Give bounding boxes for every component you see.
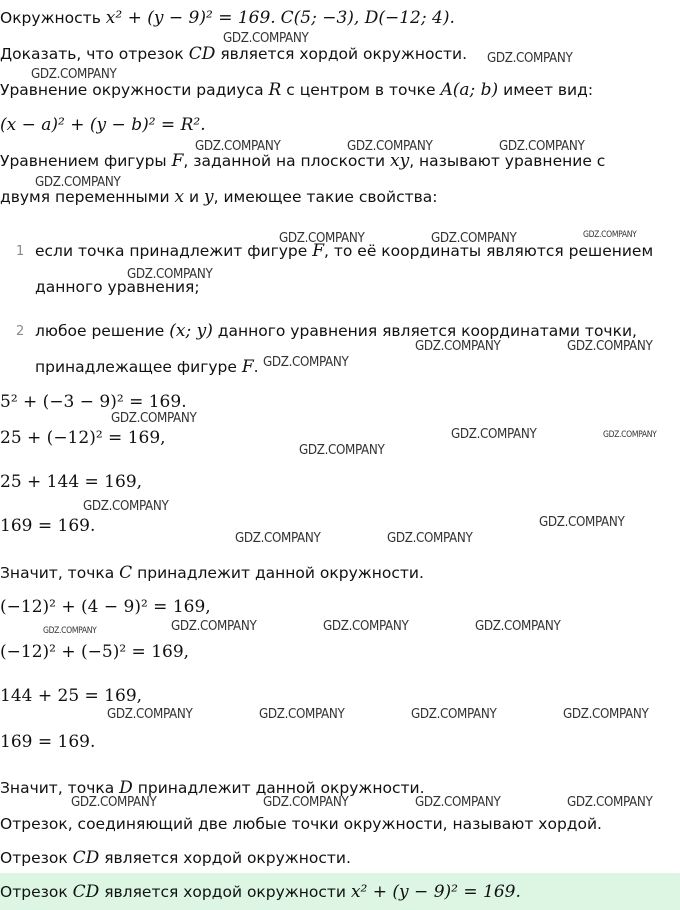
problem-statement: Окружность x² + (y − 9)² = 169. C(5; −3), D(−12; 4). bbox=[0, 8, 455, 28]
watermark: GDZ.COMPANY bbox=[263, 795, 349, 810]
watermark: GDZ.COMPANY bbox=[235, 531, 321, 546]
watermark: GDZ.COMPANY bbox=[223, 31, 309, 46]
watermark: GDZ.COMPANY bbox=[475, 619, 561, 634]
watermark: GDZ.COMPANY bbox=[171, 619, 257, 634]
calc-line: 169 = 169. bbox=[0, 516, 96, 536]
watermark: GDZ.COMPANY bbox=[431, 231, 517, 246]
calc-line: 25 + (−12)² = 169, bbox=[0, 428, 166, 448]
watermark: GDZ.COMPANY bbox=[35, 175, 121, 190]
watermark: GDZ.COMPANY bbox=[415, 795, 501, 810]
watermark: GDZ.COMPANY bbox=[195, 139, 281, 154]
watermark: GDZ.COMPANY bbox=[127, 267, 213, 282]
list-number: 2 bbox=[16, 324, 25, 339]
watermark: GDZ.COMPANY bbox=[603, 430, 657, 440]
watermark: GDZ.COMPANY bbox=[259, 707, 345, 722]
watermark: GDZ.COMPANY bbox=[83, 499, 169, 514]
conclusion-point-c: Значит, точка C принадлежит данной окружности. bbox=[0, 563, 424, 583]
watermark: GDZ.COMPANY bbox=[499, 139, 585, 154]
watermark: GDZ.COMPANY bbox=[31, 67, 117, 82]
watermark: GDZ.COMPANY bbox=[279, 231, 365, 246]
watermark: GDZ.COMPANY bbox=[387, 531, 473, 546]
theory-line: Уравнение окружности радиуса R с центром в точке A(a; b) имеет вид: bbox=[0, 80, 594, 100]
watermark: GDZ.COMPANY bbox=[487, 51, 573, 66]
watermark: GDZ.COMPANY bbox=[567, 795, 653, 810]
watermark: GDZ.COMPANY bbox=[323, 619, 409, 634]
chord-definition: Отрезок, соединяющий две любые точки окружности, называют хордой. bbox=[0, 815, 602, 833]
calc-line: (−12)² + (4 − 9)² = 169, bbox=[0, 597, 211, 617]
list-item: если точка принадлежит фигуре F, то её координаты являются решением bbox=[35, 241, 654, 261]
chord-statement: Отрезок CD является хордой окружности. bbox=[0, 848, 351, 868]
calc-line: (−12)² + (−5)² = 169, bbox=[0, 642, 190, 662]
watermark: GDZ.COMPANY bbox=[43, 626, 97, 636]
watermark: GDZ.COMPANY bbox=[415, 339, 501, 354]
list-item-continued: принадлежащее фигуре F. bbox=[35, 357, 259, 377]
watermark: GDZ.COMPANY bbox=[539, 515, 625, 530]
watermark: GDZ.COMPANY bbox=[107, 707, 193, 722]
list-item: любое решение (x; y) данного уравнения является координатами точки, bbox=[35, 321, 637, 341]
list-item-continued: данного уравнения; bbox=[35, 278, 200, 296]
watermark: GDZ.COMPANY bbox=[583, 230, 637, 240]
watermark: GDZ.COMPANY bbox=[567, 339, 653, 354]
watermark: GDZ.COMPANY bbox=[563, 707, 649, 722]
calc-line: 144 + 25 = 169, bbox=[0, 686, 143, 706]
watermark: GDZ.COMPANY bbox=[263, 355, 349, 370]
conclusion-point-d: Значит, точка D принадлежит данной окружности. bbox=[0, 778, 425, 798]
watermark: GDZ.COMPANY bbox=[111, 411, 197, 426]
circle-equation: (x − a)² + (y − b)² = R². bbox=[0, 115, 206, 135]
calc-line: 169 = 169. bbox=[0, 732, 96, 752]
list-number: 1 bbox=[16, 244, 25, 259]
theory-line: Уравнением фигуры F, заданной на плоскости xy, называют уравнение с bbox=[0, 151, 606, 171]
calc-line: 5² + (−3 − 9)² = 169. bbox=[0, 392, 187, 412]
watermark: GDZ.COMPANY bbox=[411, 707, 497, 722]
watermark: GDZ.COMPANY bbox=[71, 795, 157, 810]
answer-line: Отрезок CD является хордой окружности x² + (y − 9)² = 169. bbox=[0, 882, 521, 902]
calc-line: 25 + 144 = 169, bbox=[0, 472, 143, 492]
task-statement: Доказать, что отрезок CD является хордой окружности. bbox=[0, 44, 468, 64]
watermark: GDZ.COMPANY bbox=[347, 139, 433, 154]
theory-line: двумя переменными x и y, имеющее такие свойства: bbox=[0, 187, 438, 207]
watermark: GDZ.COMPANY bbox=[299, 443, 385, 458]
watermark: GDZ.COMPANY bbox=[451, 427, 537, 442]
